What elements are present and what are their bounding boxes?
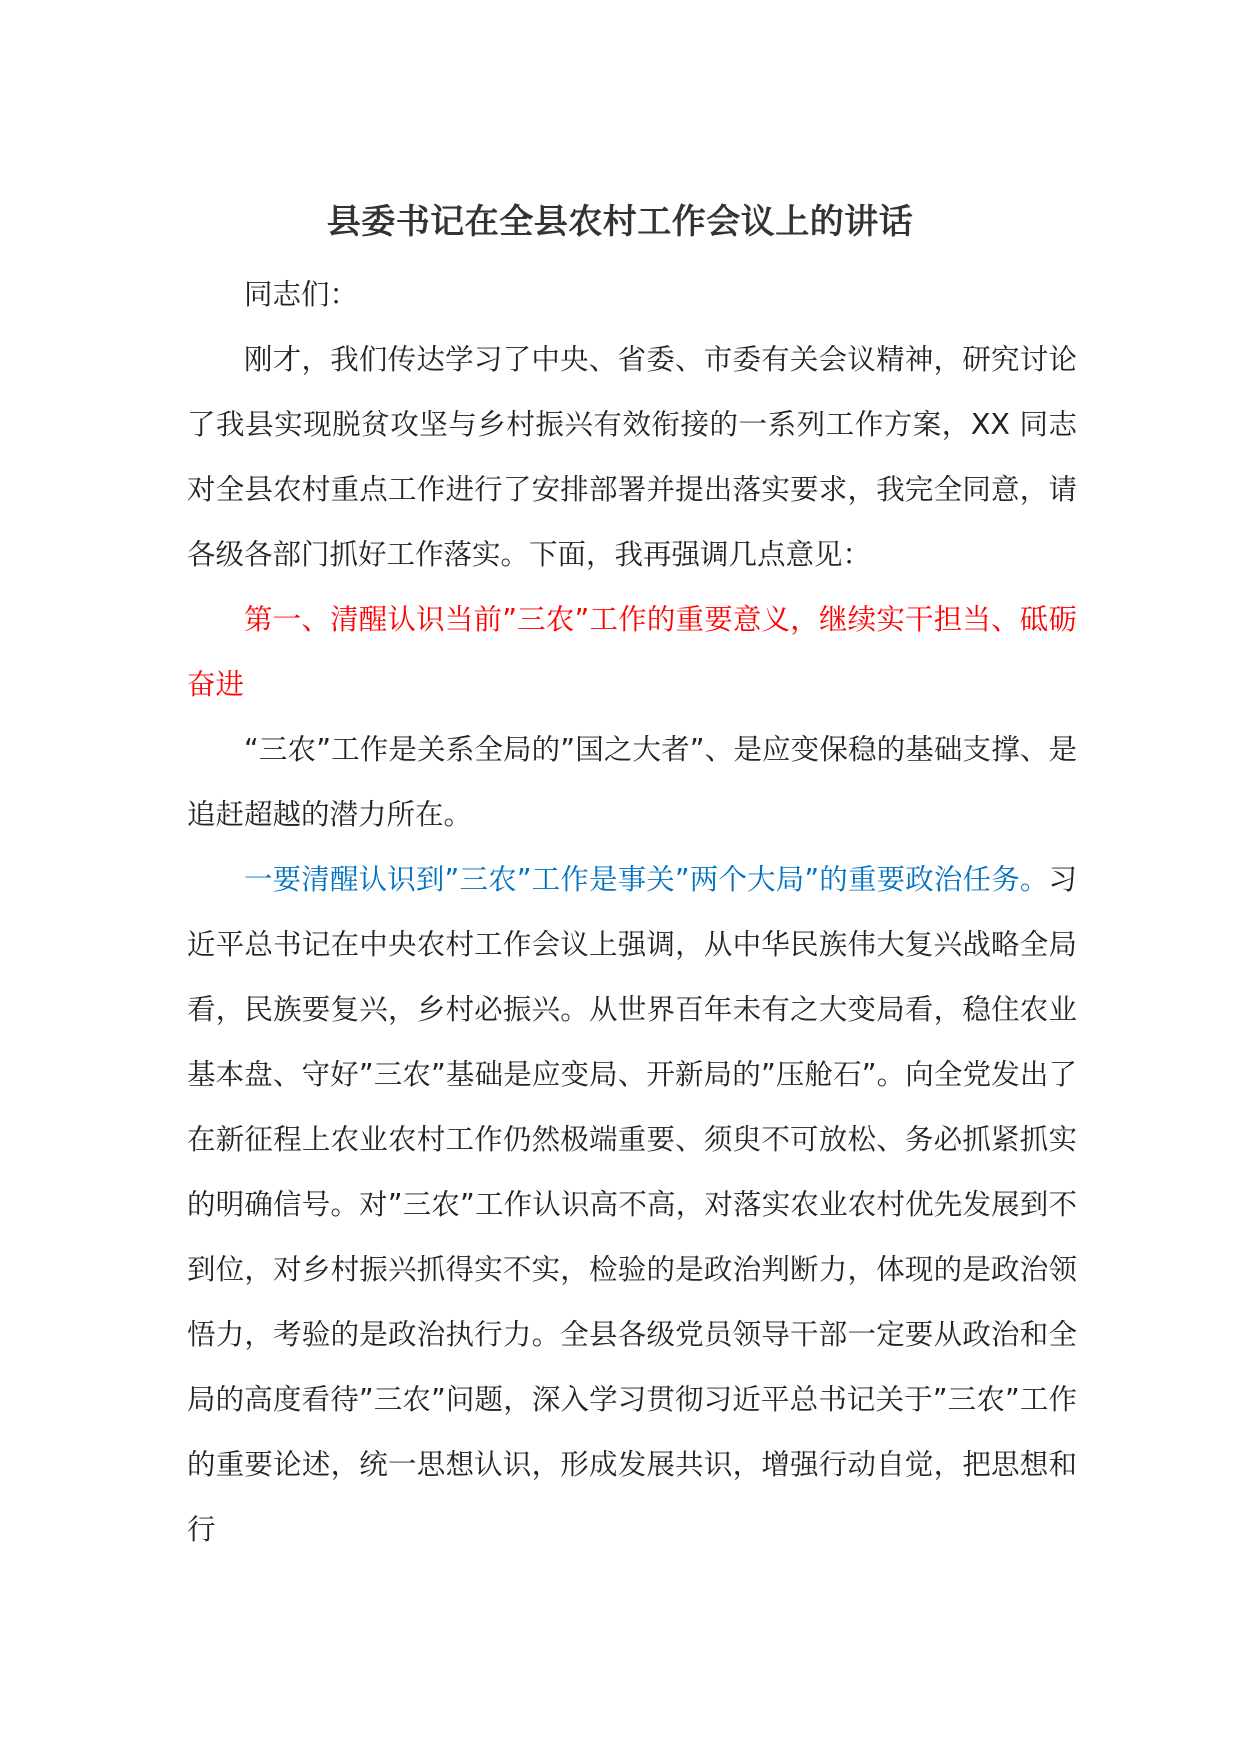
- intro-paragraph: 刚才，我们传达学习了中央、省委、市委有关会议精神，研究讨论了我县实现脱贫攻坚与乡村振兴有效衔接的一系列工作方案，XX 同志对全县农村重点工作进行了安排部署并提出落实要求，我完全同意，请各级各部门抓好工作落实。下面，我再强调几点意见：: [187, 343, 1077, 571]
- subsection-heading: 一要清醒认识到”三农”工作是事关”两个大局”的重要政治任务。: [244, 863, 1049, 896]
- document-title: 县委书记在全县农村工作会议上的讲话: [326, 202, 914, 242]
- section-paragraph: “三农”工作是关系全局的”国之大者”、是应变保稳的基础支撑、是追赶超越的潜力所在。: [187, 733, 1077, 831]
- section-heading: 第一、清醒认识当前”三农”工作的重要意义，继续实干担当、砥砺奋进: [187, 603, 1077, 701]
- subsection-paragraph: [187, 847, 1077, 1562]
- subsection-text: 习近平总书记在中央农村工作会议上强调，从中华民族伟大复兴战略全局看，民族要复兴，乡村必振兴。从世界百年未有之大变局看，稳住农业基本盘、守好”三农”基础是应变局、开新局的”压舱石”。向全党发出了在新征程上农业农村工作仍然极端重要、须臾不可放松、务必抓紧抓实的明确信号。对”三农”工作认识高不高，对落实农业农村优先发展到不到位，对乡村振兴抓得实不实，检验的是政治判断力，体现的是政治领悟力，考验的是政治执行力。全县各级党员领导干部一定要从政治和全局的高度看待”三农”问题，深入学习贯彻习近平总书记关于”三农”工作的重要论述，统一思想认识，形成发展共识，增强行动自觉，把思想和行: [187, 863, 1077, 1546]
- salutation: 同志们：: [244, 278, 359, 311]
- document-body: [187, 262, 1077, 1562]
